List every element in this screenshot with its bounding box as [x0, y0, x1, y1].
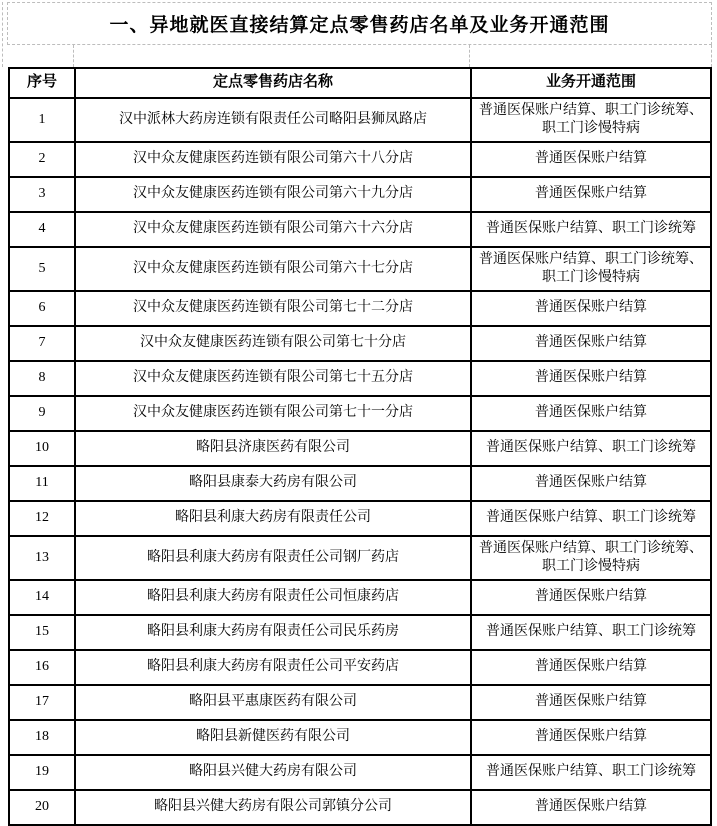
cell-business-scope: 普通医保账户结算、职工门诊统筹、职工门诊慢特病	[471, 98, 711, 142]
gridline	[73, 45, 74, 67]
table-body	[9, 98, 711, 825]
cell-serial-number: 13	[9, 536, 75, 580]
table-row	[9, 650, 711, 685]
cell-business-scope: 普通医保账户结算	[471, 685, 711, 720]
cell-business-scope: 普通医保账户结算	[471, 361, 711, 396]
table-header	[9, 68, 711, 98]
header-row	[9, 68, 711, 98]
cell-business-scope: 普通医保账户结算、职工门诊统筹、职工门诊慢特病	[471, 536, 711, 580]
table-row	[9, 615, 711, 650]
cell-business-scope: 普通医保账户结算	[471, 650, 711, 685]
table-row	[9, 326, 711, 361]
cell-pharmacy-name: 略阳县利康大药房有限责任公司恒康药店	[75, 580, 471, 615]
header-cell-business-scope: 业务开通范围	[471, 68, 711, 98]
table-row	[9, 536, 711, 580]
table-row	[9, 142, 711, 177]
table-row	[9, 98, 711, 142]
table-row	[9, 291, 711, 326]
cell-business-scope: 普通医保账户结算	[471, 720, 711, 755]
cell-serial-number: 10	[9, 431, 75, 466]
table-row	[9, 396, 711, 431]
cell-pharmacy-name: 略阳县利康大药房有限责任公司钢厂药店	[75, 536, 471, 580]
cell-serial-number: 5	[9, 247, 75, 291]
cell-pharmacy-name: 略阳县新健医药有限公司	[75, 720, 471, 755]
gridline	[469, 45, 470, 67]
cell-pharmacy-name: 汉中众友健康医药连锁有限公司第七十分店	[75, 326, 471, 361]
table-row	[9, 755, 711, 790]
cell-serial-number: 9	[9, 396, 75, 431]
cell-pharmacy-name: 略阳县济康医药有限公司	[75, 431, 471, 466]
cell-business-scope: 普通医保账户结算	[471, 466, 711, 501]
table-row	[9, 431, 711, 466]
cell-business-scope: 普通医保账户结算、职工门诊统筹	[471, 615, 711, 650]
cell-business-scope: 普通医保账户结算	[471, 790, 711, 825]
cell-business-scope: 普通医保账户结算、职工门诊统筹	[471, 501, 711, 536]
cell-serial-number: 20	[9, 790, 75, 825]
cell-pharmacy-name: 汉中众友健康医药连锁有限公司第六十七分店	[75, 247, 471, 291]
cell-serial-number: 6	[9, 291, 75, 326]
cell-pharmacy-name: 汉中众友健康医药连锁有限公司第七十一分店	[75, 396, 471, 431]
cell-pharmacy-name: 略阳县康泰大药房有限公司	[75, 466, 471, 501]
cell-serial-number: 17	[9, 685, 75, 720]
cell-business-scope: 普通医保账户结算、职工门诊统筹	[471, 431, 711, 466]
cell-business-scope: 普通医保账户结算	[471, 580, 711, 615]
table-row	[9, 790, 711, 825]
cell-business-scope: 普通医保账户结算	[471, 291, 711, 326]
pharmacy-table	[8, 67, 712, 826]
cell-pharmacy-name: 汉中派林大药房连锁有限责任公司略阳县狮凤路店	[75, 98, 471, 142]
page-title: 一、异地就医直接结算定点零售药店名单及业务开通范围	[7, 2, 712, 45]
table-row	[9, 177, 711, 212]
header-cell-pharmacy-name: 定点零售药店名称	[75, 68, 471, 98]
cell-serial-number: 12	[9, 501, 75, 536]
cell-serial-number: 7	[9, 326, 75, 361]
table-row	[9, 212, 711, 247]
table-row	[9, 685, 711, 720]
table-row	[9, 247, 711, 291]
cell-business-scope: 普通医保账户结算、职工门诊统筹	[471, 212, 711, 247]
cell-serial-number: 3	[9, 177, 75, 212]
cell-pharmacy-name: 汉中众友健康医药连锁有限公司第六十八分店	[75, 142, 471, 177]
cell-business-scope: 普通医保账户结算	[471, 177, 711, 212]
table-row	[9, 720, 711, 755]
table-row	[9, 466, 711, 501]
cell-pharmacy-name: 汉中众友健康医药连锁有限公司第六十九分店	[75, 177, 471, 212]
spreadsheet-gap-row	[7, 45, 712, 67]
cell-pharmacy-name: 略阳县利康大药房有限责任公司	[75, 501, 471, 536]
cell-serial-number: 11	[9, 466, 75, 501]
cell-pharmacy-name: 略阳县兴健大药房有限公司郭镇分公司	[75, 790, 471, 825]
cell-serial-number: 18	[9, 720, 75, 755]
cell-serial-number: 4	[9, 212, 75, 247]
cell-pharmacy-name: 汉中众友健康医药连锁有限公司第七十二分店	[75, 291, 471, 326]
cell-serial-number: 2	[9, 142, 75, 177]
cell-pharmacy-name: 略阳县利康大药房有限责任公司平安药店	[75, 650, 471, 685]
cell-business-scope: 普通医保账户结算	[471, 326, 711, 361]
gridline	[711, 45, 712, 67]
cell-business-scope: 普通医保账户结算、职工门诊统筹	[471, 755, 711, 790]
cell-pharmacy-name: 略阳县利康大药房有限责任公司民乐药房	[75, 615, 471, 650]
cell-business-scope: 普通医保账户结算	[471, 396, 711, 431]
table-row	[9, 501, 711, 536]
cell-pharmacy-name: 汉中众友健康医药连锁有限公司第六十六分店	[75, 212, 471, 247]
cell-serial-number: 19	[9, 755, 75, 790]
cell-serial-number: 8	[9, 361, 75, 396]
cell-serial-number: 16	[9, 650, 75, 685]
cell-pharmacy-name: 略阳县平惠康医药有限公司	[75, 685, 471, 720]
cell-pharmacy-name: 汉中众友健康医药连锁有限公司第七十五分店	[75, 361, 471, 396]
table-row	[9, 361, 711, 396]
gridline	[2, 2, 3, 67]
cell-serial-number: 14	[9, 580, 75, 615]
cell-pharmacy-name: 略阳县兴健大药房有限公司	[75, 755, 471, 790]
cell-business-scope: 普通医保账户结算	[471, 142, 711, 177]
table-row	[9, 580, 711, 615]
cell-business-scope: 普通医保账户结算、职工门诊统筹、职工门诊慢特病	[471, 247, 711, 291]
cell-serial-number: 15	[9, 615, 75, 650]
header-cell-serial: 序号	[9, 68, 75, 98]
cell-serial-number: 1	[9, 98, 75, 142]
